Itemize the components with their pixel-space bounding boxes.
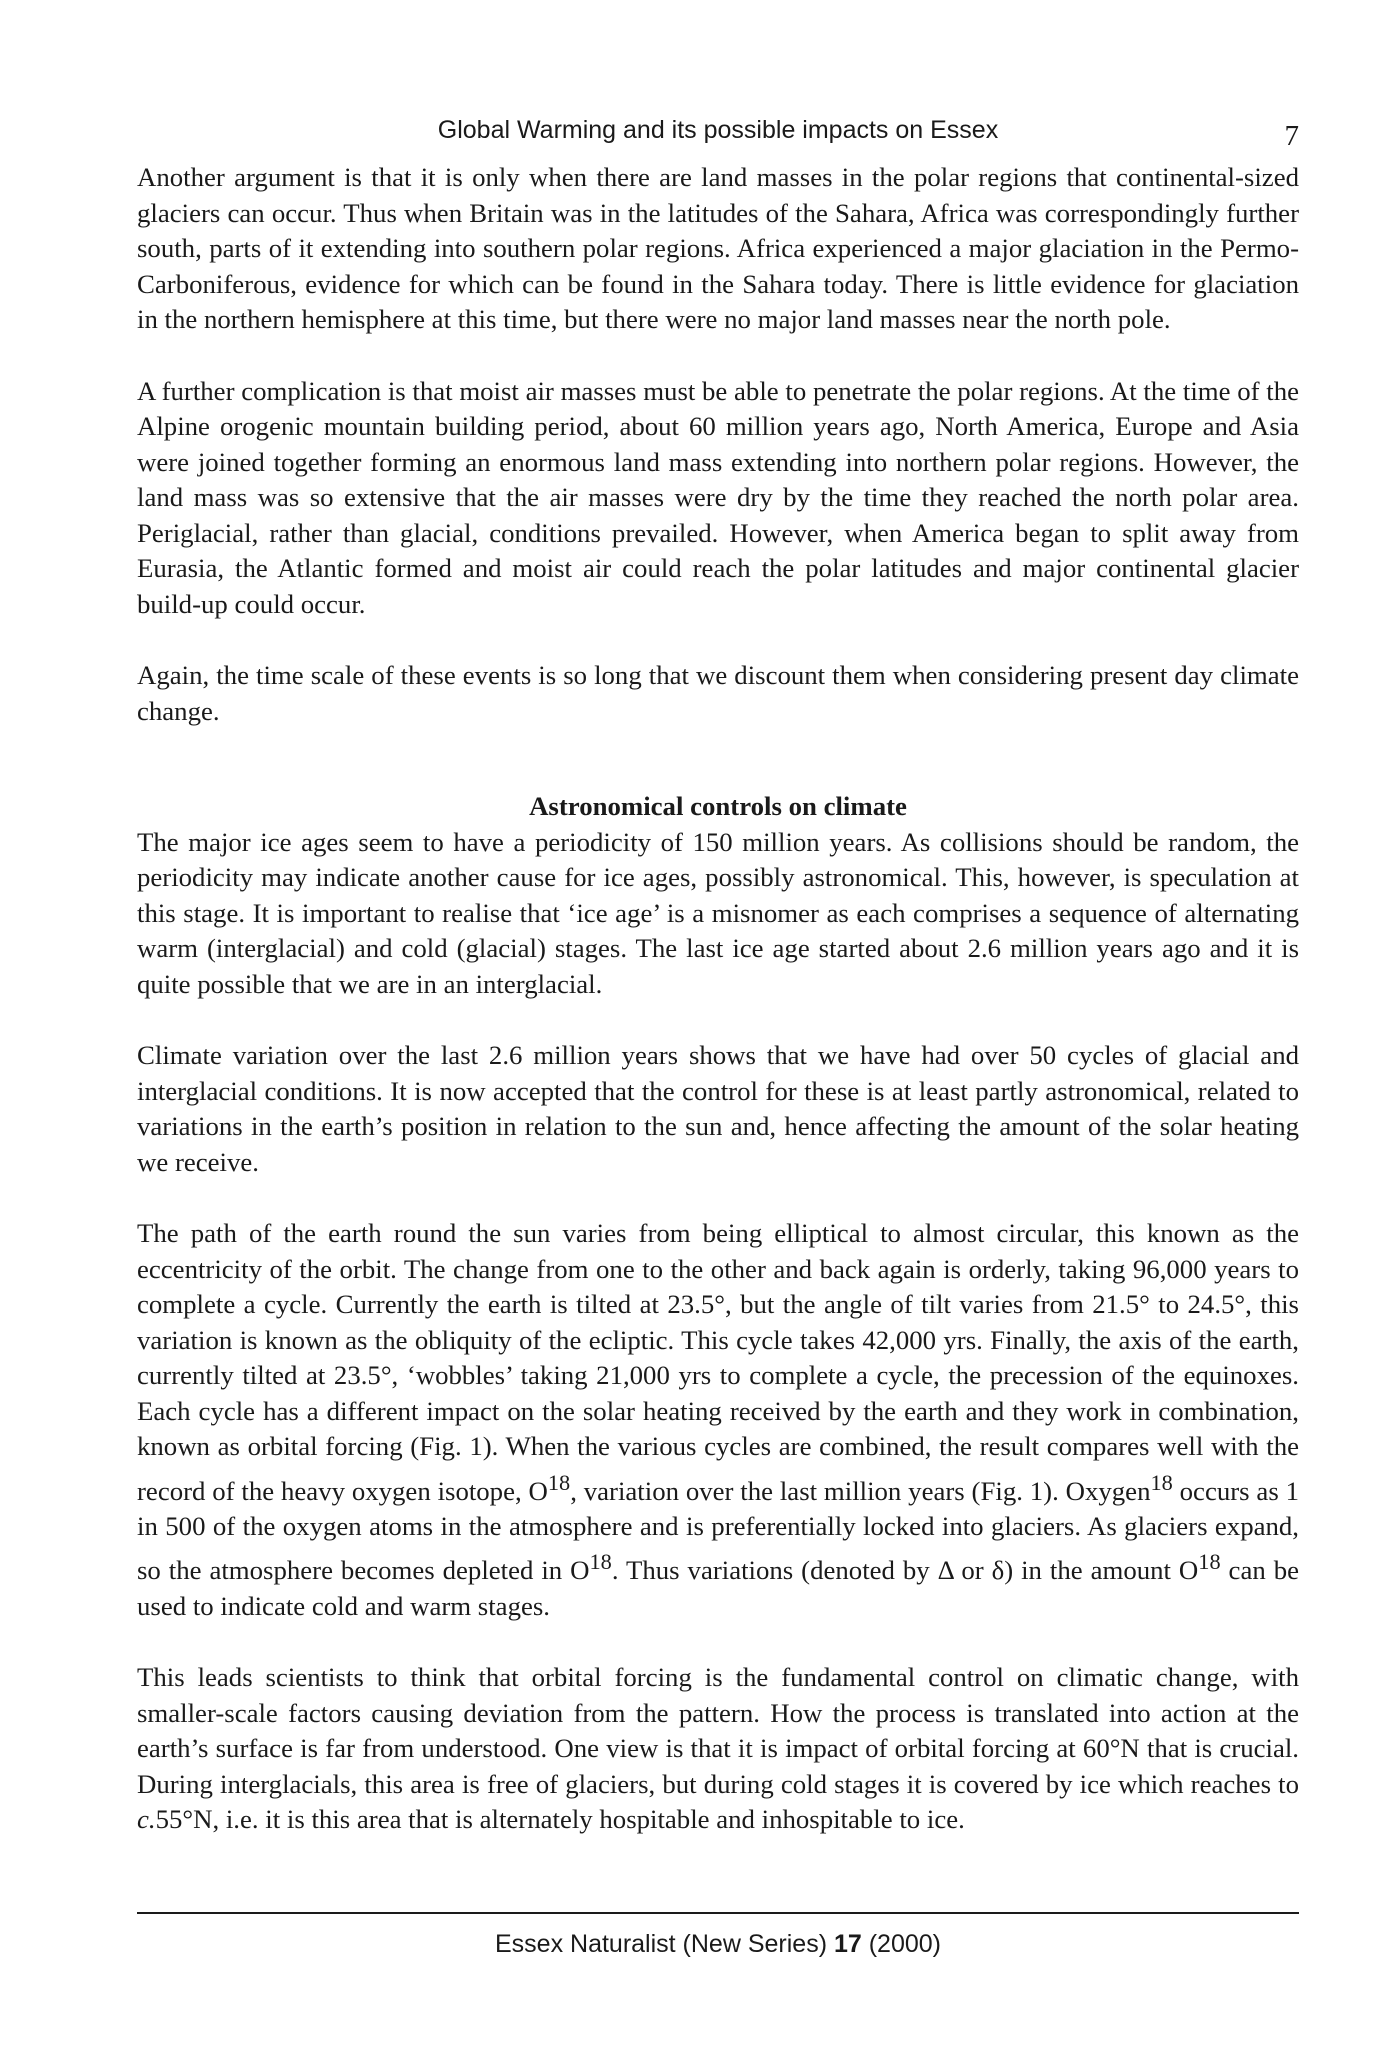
orbit-text-2: , variation over the last million years (Fig. 1). Oxygen [570, 1475, 1151, 1506]
paragraph-time-scale: Again, the time scale of these events is so long that we discount them when considering present day climate change. [137, 660, 1299, 726]
publication-year: (2000) [868, 1930, 941, 1958]
running-title: Global Warming and its possible impacts on Essex [437, 116, 999, 144]
paragraph-moist-air-masses: A further complication is that moist air masses must be able to penetrate the polar regions. At the time of the Alpine orogenic mountain building period, about 60 million years ago, North America, Europe and Asia were joined together forming an enormous land mass extending into northern polar regions. However, the land mass was so extensive that the air masses were dry by the time they reached the north polar area. Periglacial, rather than glacial, conditions prevailed. However, when America began to split away from Eurasia, the Atlantic formed and moist air could reach the polar latitudes and major continental glacier build-up could occur. [137, 375, 1299, 619]
section-heading: Astronomical controls on climate [529, 791, 907, 821]
closing-tail: 55°N, i.e. it is this area that is alternately hospitable and inhospitable to ice. [155, 1804, 965, 1835]
orbit-text-4: . Thus variations (denoted by Δ or δ) in the amount O [611, 1555, 1199, 1586]
isotope-superscript: 18 [1150, 1469, 1173, 1495]
paragraph-climate-variation: Climate variation over the last 2.6 million years shows that we have had over 50 cycles of glacial and interglacial conditions. It is now accepted that the control for these is at least partly astronomical, related to variations in the earth’s position in relation to the sun and, hence affecting the amount of the solar heating we receive. [137, 1040, 1299, 1177]
paragraph-orbital-control [137, 1660, 1299, 1838]
paragraph-continental-glaciers: Another argument is that it is only when there are land masses in the polar regions that continental-sized glaciers can occur. Thus when Britain was in the latitudes of the Sahara, Africa was correspondingly further south, parts of it extending into southern polar regions. Africa experienced a major glaciation in the Permo-Carboniferous, evidence for which can be found in the Sahara today. There is little evidence for glaciation in the northern hemisphere at this time, but there were no major land masses near the north pole. [137, 162, 1299, 334]
footer-rule [137, 1912, 1299, 1914]
isotope-superscript: 18 [1198, 1549, 1221, 1575]
orbit-text-3: occurs as 1 in 500 of the oxygen atoms in the atmosphere and is preferentially locked into glaciers. As glaciers expand, so the atmosphere becomes depleted in O [137, 1475, 1299, 1586]
orbit-text-1: The path of the earth round the sun varies from being elliptical to almost circular, this known as the eccentricity of the orbit. The change from one to the other and back again is orderly, taking 96,000 years to complete a cycle. Currently the earth is tilted at 23.5°, but the angle of tilt varies from 21.5° to 24.5°, this variation is known as the obliquity of the ecliptic. This cycle takes 42,000 yrs. Finally, the axis of the earth, currently tilted at 23.5°, ‘wobbles’ taking 21,000 yrs to complete a cycle, the precession of the equinoxes. Each cycle has a different impact on the solar heating received by the earth and they work in combination, known as orbital forcing (Fig. 1). When the various cycles are combined, the result compares well with the record of the heavy oxygen isotope, O [137, 1218, 1299, 1506]
journal-name: Essex Naturalist (New Series) [494, 1930, 828, 1958]
circa-abbreviation: c. [137, 1804, 156, 1835]
body-text [137, 160, 1299, 1874]
volume-number: 17 [833, 1930, 862, 1958]
isotope-superscript: 18 [589, 1549, 612, 1575]
orbit-text-5: can be used to indicate cold and warm stages. [137, 1555, 1299, 1621]
isotope-superscript: 18 [547, 1469, 571, 1495]
footer [137, 1930, 1299, 1959]
closing-text: This leads scientists to think that orbital forcing is the fundamental control on climatic change, with smaller-scale factors causing deviation from the pattern. How the process is translated into action at the earth’s surface is far from understood. One view is that it is impact of orbital forcing at 60°N that is crucial. During interglacials, this area is free of glaciers, but during cold stages it is covered by ice which reaches to [137, 1662, 1299, 1799]
running-header [137, 116, 1299, 152]
paragraph-ice-age-periodicity: The major ice ages seem to have a periodicity of 150 million years. As collisions should be random, the periodicity may indicate another cause for ice ages, possibly astronomical. This, however, is speculation at this stage. It is important to realise that ‘ice age’ is a misnomer as each comprises a sequence of alternating warm (interglacial) and cold (glacial) stages. The last ice age started about 2.6 million years ago and it is quite possible that we are in an interglacial. [137, 826, 1299, 999]
page-number: 7 [1284, 120, 1299, 152]
paragraph-orbital-forcing [137, 1216, 1299, 1624]
